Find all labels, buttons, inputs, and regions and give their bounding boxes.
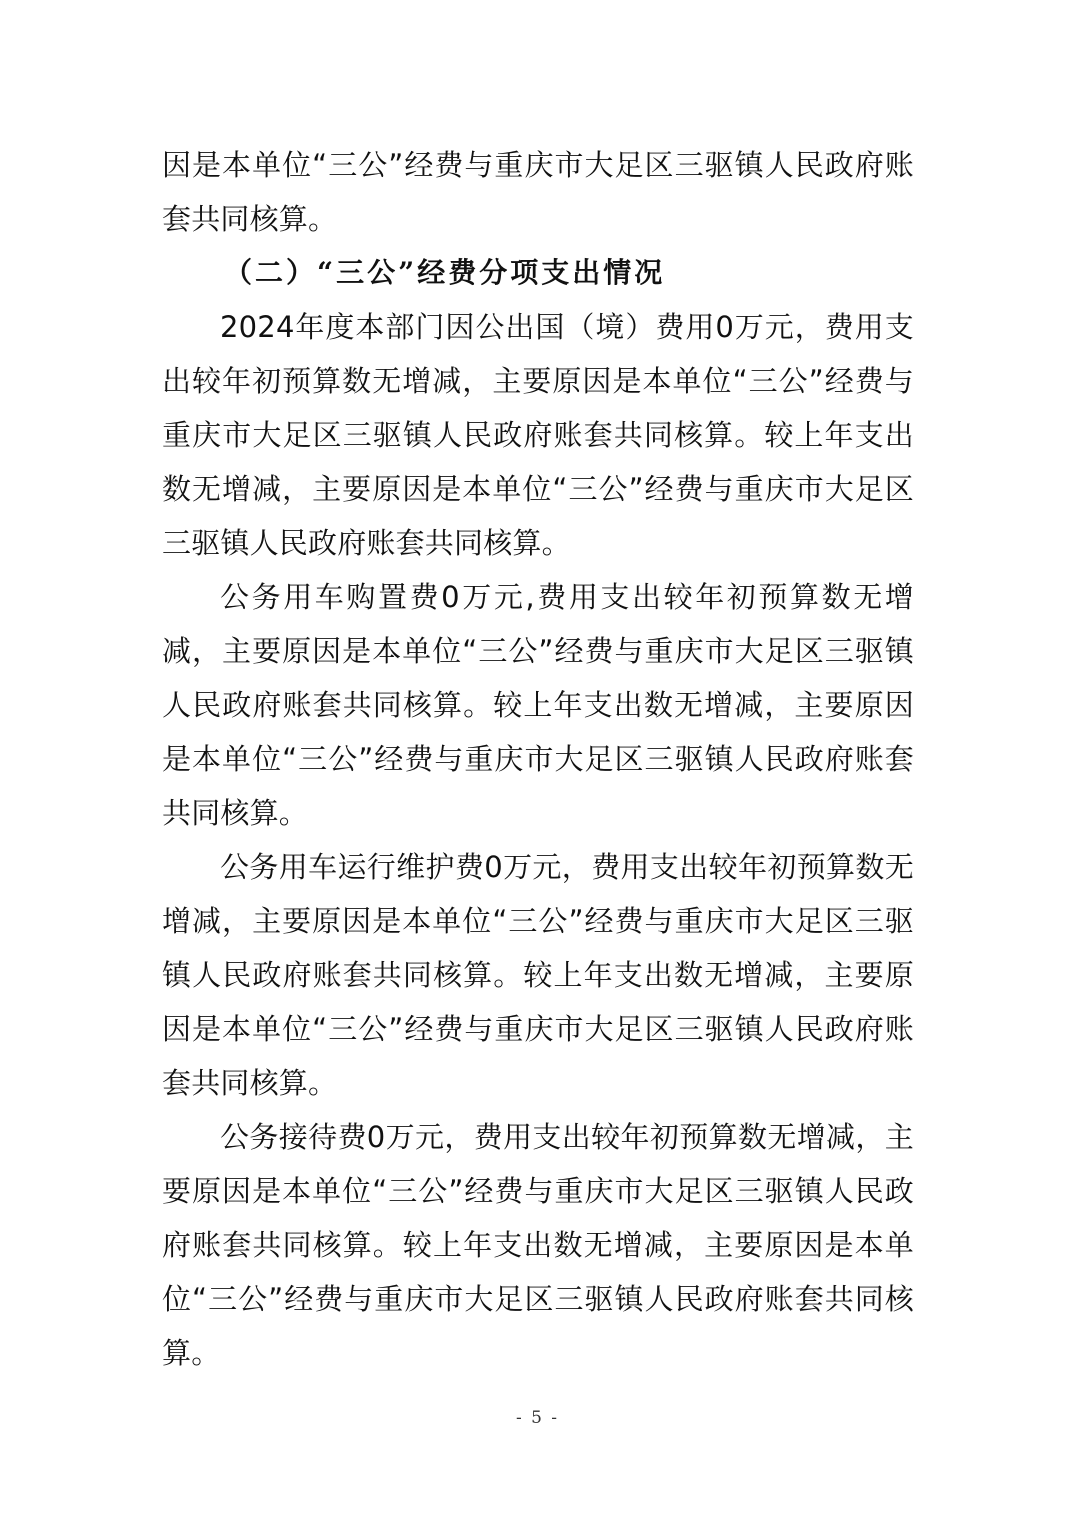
paragraph-overseas-travel: 2024年度本部门因公出国（境）费用0万元，费用支出较年初预算数无增减，主要原因是本单位“三公”经费与重庆市大足区三驱镇人民政府账套共同核算。较上年支出数无增减，主要原因是本单位“三公”经费与重庆市大足区三驱镇人民政府账套共同核算。 bbox=[162, 310, 914, 560]
continued-paragraph: 因是本单位“三公”经费与重庆市大足区三驱镇人民政府账套共同核算。 bbox=[162, 148, 914, 236]
section-heading: （二）“三公”经费分项支出情况 bbox=[224, 256, 666, 289]
page-number: - 5 - bbox=[515, 1408, 560, 1428]
paragraph-reception: 公务接待费0万元，费用支出较年初预算数无增减，主要原因是本单位“三公”经费与重庆市大足区三驱镇人民政府账套共同核算。较上年支出数无增减，主要原因是本单位“三公”经费与重庆市大足区三驱镇人民政府账套共同核算。 bbox=[162, 1120, 914, 1370]
paragraph-vehicle-maintenance: 公务用车运行维护费0万元，费用支出较年初预算数无增减，主要原因是本单位“三公”经费与重庆市大足区三驱镇人民政府账套共同核算。较上年支出数无增减，主要原因是本单位“三公”经费与重庆市大足区三驱镇人民政府账套共同核算。 bbox=[162, 850, 914, 1100]
paragraph-vehicle-purchase: 公务用车购置费0万元,费用支出较年初预算数无增减，主要原因是本单位“三公”经费与重庆市大足区三驱镇人民政府账套共同核算。较上年支出数无增减，主要原因是本单位“三公”经费与重庆市大足区三驱镇人民政府账套共同核算。 bbox=[162, 580, 914, 830]
document-body bbox=[162, 138, 914, 1380]
